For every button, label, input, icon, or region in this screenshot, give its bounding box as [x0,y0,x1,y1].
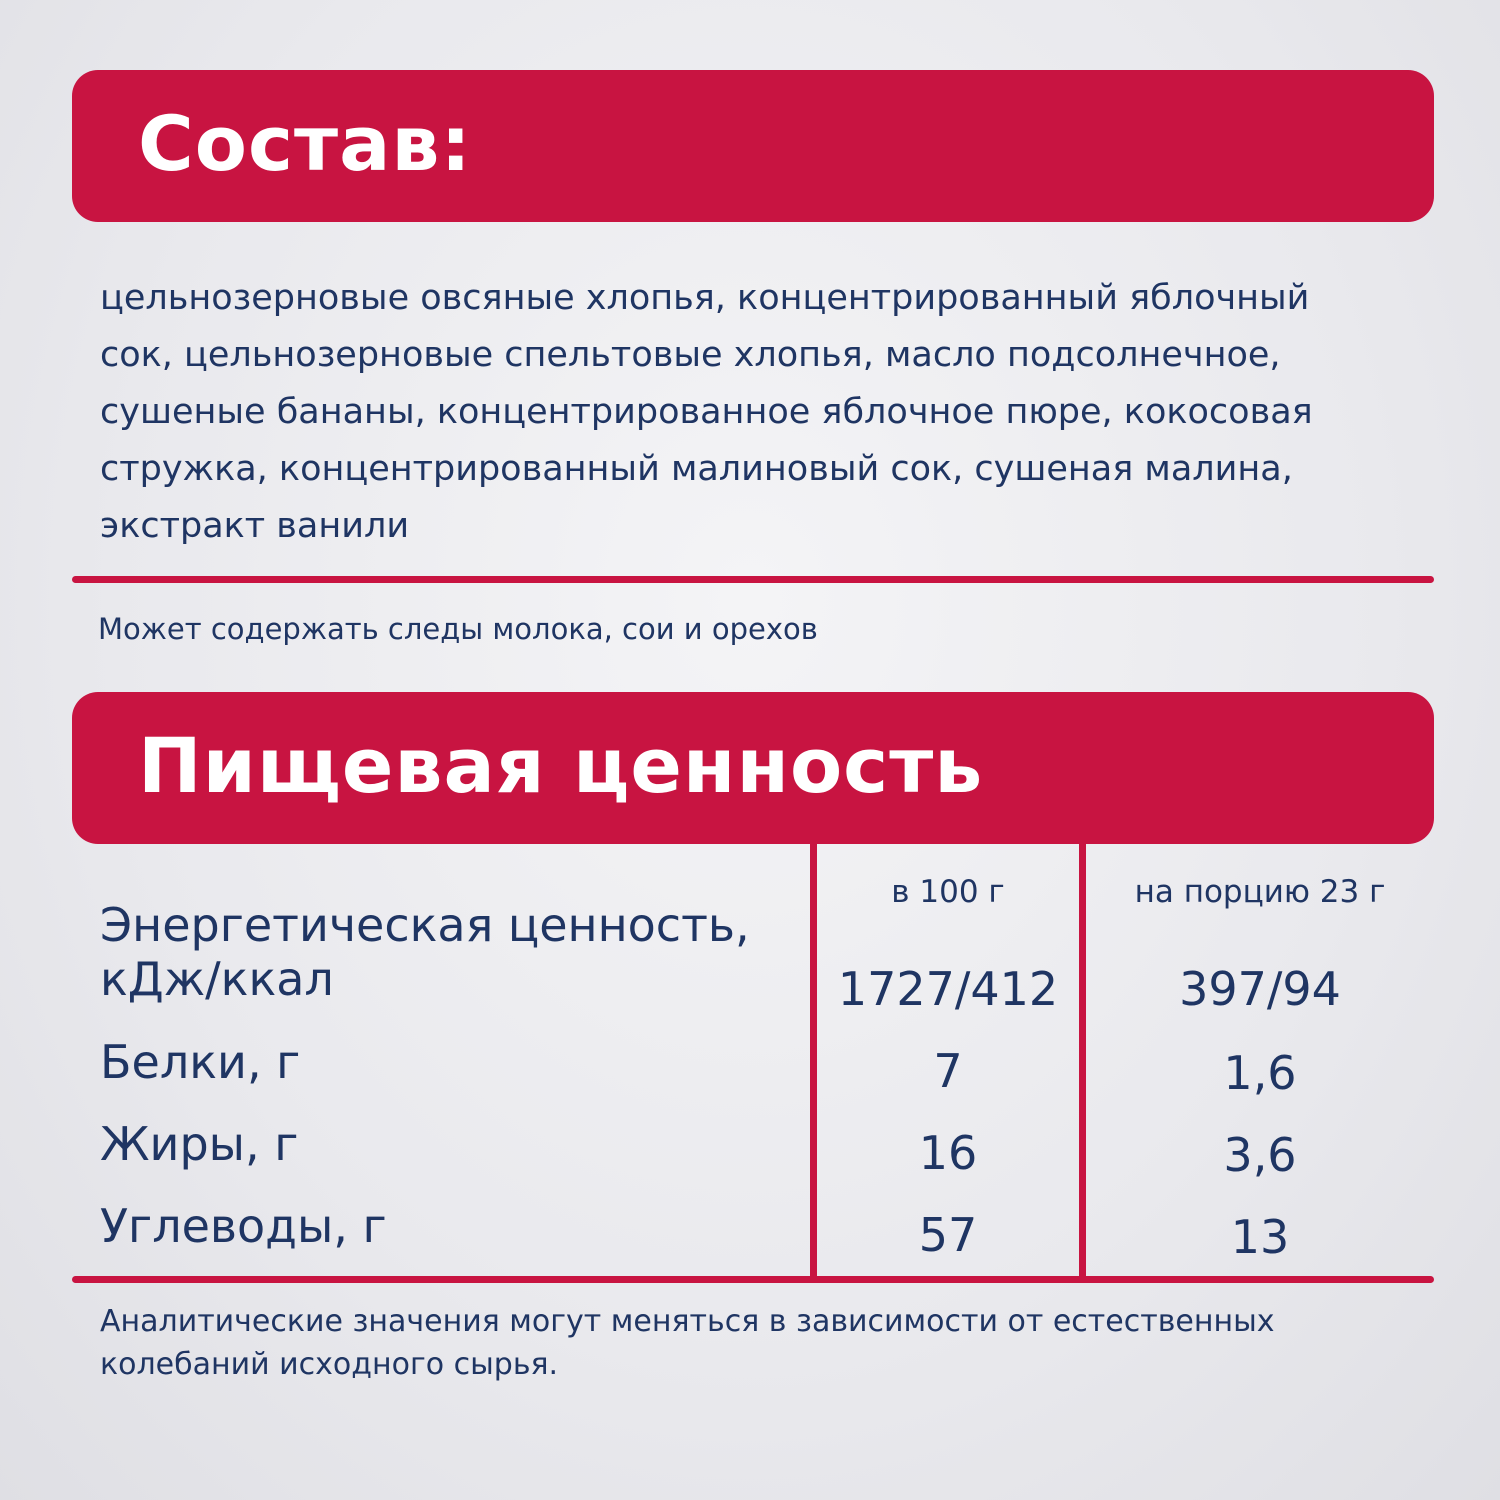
footnote-line: Аналитические значения могут меняться в зависимости от естественных [100,1304,1275,1339]
row-label-carbohydrates: Углеводы, г [100,1199,387,1253]
nutrition-banner [72,692,1434,844]
row-label-protein: Белки, г [100,1035,301,1089]
ingredients-line: цельнозерновые овсяные хлопья, концентрированный яблочный [100,278,1310,318]
row-label-energy [100,898,800,1006]
column-divider [1079,843,1086,1279]
footnote [100,1300,1400,1386]
composition-banner [72,70,1434,222]
ingredients-line: стружка, концентрированный малиновый сок, сушеная малина, [100,449,1293,489]
cell-carbohydrates-per100: 57 [918,1208,978,1262]
ingredients-line: сушеные бананы, концентрированное яблочное пюре, кокосовая [100,392,1313,432]
row-label-fat: Жиры, г [100,1117,299,1171]
column-header-per-portion: на порцию 23 г [1134,874,1386,910]
ingredients-line: экстракт ванили [100,506,410,546]
cell-energy-per100: 1727/412 [837,962,1059,1016]
cell-energy-portion: 397/94 [1179,962,1341,1016]
column-divider [810,843,817,1279]
cell-fat-per100: 16 [918,1126,978,1180]
cell-fat-portion: 3,6 [1223,1128,1297,1182]
allergen-note: Может содержать следы молока, сои и орехов [98,612,818,646]
ingredients-line: сок, цельнозерновые спельтовые хлопья, масло подсолнечное, [100,335,1281,375]
nutrition-title: Пищевая ценность [138,720,984,810]
table-bottom-rule [72,1276,1434,1283]
divider [72,576,1434,583]
footnote-line: колебаний исходного сырья. [100,1347,559,1382]
ingredients-list [100,270,1400,555]
row-label-line: Энергетическая ценность, [100,898,750,952]
cell-carbohydrates-portion: 13 [1230,1210,1290,1264]
cell-protein-portion: 1,6 [1223,1046,1297,1100]
composition-title: Состав: [138,98,472,188]
column-header-per-100g: в 100 г [891,874,1005,910]
cell-protein-per100: 7 [933,1044,963,1098]
row-label-line: кДж/ккал [100,952,334,1006]
